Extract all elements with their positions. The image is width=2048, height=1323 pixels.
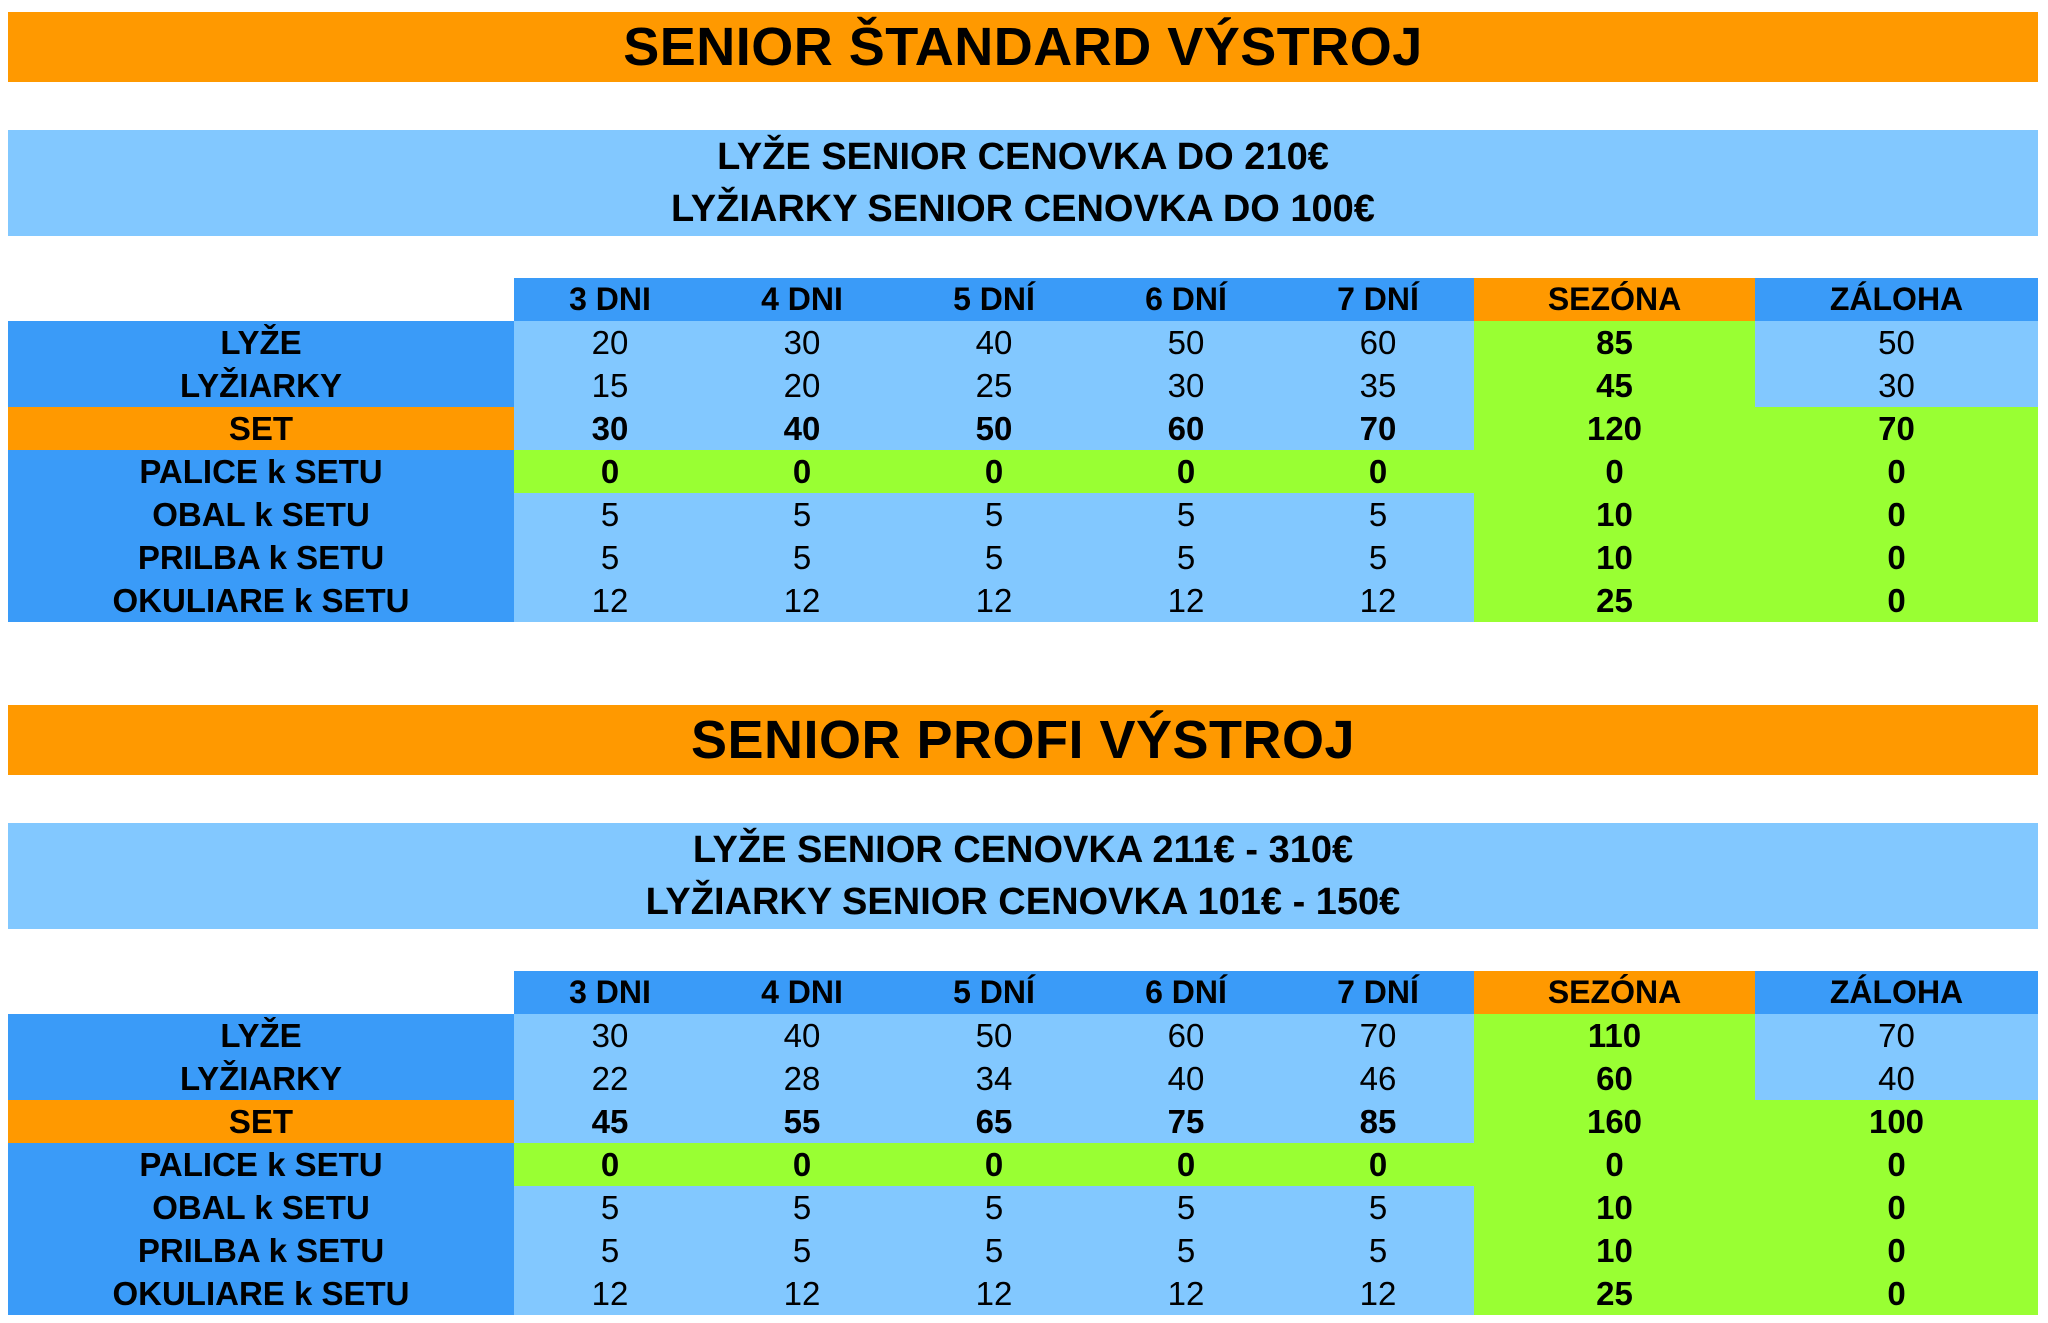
- table-cell: 22: [514, 1057, 706, 1100]
- table-cell-deposit: 0: [1755, 493, 2038, 536]
- table-cell-season: 10: [1474, 1229, 1755, 1272]
- table-cell-deposit: 0: [1755, 1143, 2038, 1186]
- table-cell-deposit: 0: [1755, 1229, 2038, 1272]
- table-cell: 5: [514, 493, 706, 536]
- table-cell-season: 10: [1474, 493, 1755, 536]
- table-row: [8, 579, 2038, 622]
- table-cell: 46: [1282, 1057, 1474, 1100]
- standard-price-table: [8, 278, 2038, 622]
- table-cell-deposit: 0: [1755, 1272, 2038, 1315]
- header-cell: 5 DNÍ: [898, 971, 1090, 1014]
- table-cell: 20: [706, 364, 898, 407]
- profi-title: SENIOR PROFI VÝSTROJ: [8, 705, 2038, 775]
- table-cell: 70: [1282, 407, 1474, 450]
- profi-subtitle-line-1: LYŽE SENIOR CENOVKA 211€ - 310€: [692, 829, 1354, 871]
- table-cell: 35: [1282, 364, 1474, 407]
- header-cell: 3 DNI: [514, 278, 706, 321]
- table-cell: 40: [706, 1014, 898, 1057]
- table-cell: 12: [514, 579, 706, 622]
- table-cell: 50: [1090, 321, 1282, 364]
- table-row: [8, 1186, 2038, 1229]
- table-cell: 40: [898, 321, 1090, 364]
- row-label: OKULIARE k SETU: [8, 1272, 514, 1315]
- profi-header-row: [8, 971, 2038, 1014]
- row-label: LYŽE: [8, 321, 514, 364]
- table-row: [8, 1229, 2038, 1272]
- table-cell-deposit: 70: [1755, 407, 2038, 450]
- row-label: LYŽIARKY: [8, 364, 514, 407]
- table-cell: 5: [706, 536, 898, 579]
- table-cell: 30: [514, 407, 706, 450]
- header-cell: 6 DNÍ: [1090, 971, 1282, 1014]
- table-cell: 40: [1090, 1057, 1282, 1100]
- table-cell: 70: [1282, 1014, 1474, 1057]
- row-label: SET: [8, 1100, 514, 1143]
- table-cell: 5: [1282, 493, 1474, 536]
- row-label: OBAL k SETU: [8, 493, 514, 536]
- header-corner: [8, 278, 514, 321]
- header-cell-deposit: ZÁLOHA: [1755, 278, 2038, 321]
- standard-section: [8, 12, 2038, 622]
- table-cell: 5: [1090, 493, 1282, 536]
- table-cell-deposit: 30: [1755, 364, 2038, 407]
- profi-subtitle-line-2: LYŽIARKY SENIOR CENOVKA 101€ - 150€: [645, 881, 1401, 923]
- header-cell: 5 DNÍ: [898, 278, 1090, 321]
- header-cell-deposit: ZÁLOHA: [1755, 971, 2038, 1014]
- table-cell: 65: [898, 1100, 1090, 1143]
- table-cell: 12: [706, 1272, 898, 1315]
- table-cell: 0: [514, 1143, 706, 1186]
- table-cell-season: 10: [1474, 536, 1755, 579]
- table-cell: 75: [1090, 1100, 1282, 1143]
- table-row: [8, 1272, 2038, 1315]
- table-row: [8, 1143, 2038, 1186]
- table-cell: 0: [514, 450, 706, 493]
- profi-subtitle-box: [8, 823, 2038, 929]
- header-corner: [8, 971, 514, 1014]
- table-cell-season: 45: [1474, 364, 1755, 407]
- table-cell: 12: [1090, 579, 1282, 622]
- table-cell: 0: [898, 1143, 1090, 1186]
- table-row: [8, 1057, 2038, 1100]
- table-cell-deposit: 0: [1755, 450, 2038, 493]
- table-cell-deposit: 0: [1755, 1186, 2038, 1229]
- table-cell: 60: [1090, 1014, 1282, 1057]
- table-cell: 40: [706, 407, 898, 450]
- table-cell: 5: [1090, 1229, 1282, 1272]
- table-cell: 25: [898, 364, 1090, 407]
- table-cell-season: 25: [1474, 579, 1755, 622]
- table-cell: 12: [1282, 1272, 1474, 1315]
- table-cell: 5: [1090, 536, 1282, 579]
- table-cell-deposit: 0: [1755, 536, 2038, 579]
- row-label: OKULIARE k SETU: [8, 579, 514, 622]
- table-cell: 15: [514, 364, 706, 407]
- table-cell: 5: [706, 1229, 898, 1272]
- table-cell: 0: [898, 450, 1090, 493]
- table-row: [8, 1014, 2038, 1057]
- table-cell-season: 120: [1474, 407, 1755, 450]
- row-label: PRILBA k SETU: [8, 1229, 514, 1272]
- table-row: [8, 536, 2038, 579]
- table-cell: 5: [898, 1186, 1090, 1229]
- table-cell: 60: [1282, 321, 1474, 364]
- row-label: OBAL k SETU: [8, 1186, 514, 1229]
- table-cell: 0: [706, 450, 898, 493]
- table-cell-season: 25: [1474, 1272, 1755, 1315]
- standard-header-row: [8, 278, 2038, 321]
- table-cell: 30: [514, 1014, 706, 1057]
- table-cell: 0: [1090, 1143, 1282, 1186]
- standard-subtitle-line-1: LYŽE SENIOR CENOVKA DO 210€: [717, 136, 1329, 178]
- table-cell: 50: [898, 1014, 1090, 1057]
- table-cell: 30: [706, 321, 898, 364]
- header-cell: 7 DNÍ: [1282, 971, 1474, 1014]
- standard-subtitle-box: [8, 130, 2038, 236]
- table-cell: 60: [1090, 407, 1282, 450]
- table-row: [8, 321, 2038, 364]
- header-cell: 3 DNI: [514, 971, 706, 1014]
- row-label: LYŽE: [8, 1014, 514, 1057]
- profi-price-table: [8, 971, 2038, 1315]
- table-row: [8, 364, 2038, 407]
- table-cell-season: 0: [1474, 450, 1755, 493]
- table-cell: 12: [1090, 1272, 1282, 1315]
- table-row: [8, 450, 2038, 493]
- table-cell: 30: [1090, 364, 1282, 407]
- table-cell: 28: [706, 1057, 898, 1100]
- table-cell-season: 110: [1474, 1014, 1755, 1057]
- table-cell: 5: [706, 1186, 898, 1229]
- table-cell: 45: [514, 1100, 706, 1143]
- table-cell: 12: [514, 1272, 706, 1315]
- table-cell: 5: [1090, 1186, 1282, 1229]
- table-cell: 85: [1282, 1100, 1474, 1143]
- table-cell: 5: [898, 493, 1090, 536]
- header-cell: 7 DNÍ: [1282, 278, 1474, 321]
- table-row-set: [8, 1100, 2038, 1143]
- table-cell-deposit: 70: [1755, 1014, 2038, 1057]
- table-cell: 5: [514, 1229, 706, 1272]
- table-cell-season: 85: [1474, 321, 1755, 364]
- profi-section: [8, 705, 2038, 1315]
- table-cell: 5: [514, 1186, 706, 1229]
- table-cell: 5: [514, 536, 706, 579]
- table-cell: 5: [706, 493, 898, 536]
- table-cell: 0: [1282, 1143, 1474, 1186]
- row-label: PALICE k SETU: [8, 1143, 514, 1186]
- table-cell: 20: [514, 321, 706, 364]
- table-cell-season: 10: [1474, 1186, 1755, 1229]
- table-cell: 12: [1282, 579, 1474, 622]
- header-cell: 4 DNI: [706, 278, 898, 321]
- table-cell-deposit: 40: [1755, 1057, 2038, 1100]
- table-cell: 50: [898, 407, 1090, 450]
- table-cell-season: 60: [1474, 1057, 1755, 1100]
- table-cell-deposit: 0: [1755, 579, 2038, 622]
- table-row: [8, 493, 2038, 536]
- row-label: LYŽIARKY: [8, 1057, 514, 1100]
- table-cell: 55: [706, 1100, 898, 1143]
- table-cell: 5: [898, 1229, 1090, 1272]
- table-cell-season: 160: [1474, 1100, 1755, 1143]
- row-label: SET: [8, 407, 514, 450]
- standard-subtitle-line-2: LYŽIARKY SENIOR CENOVKA DO 100€: [671, 188, 1375, 230]
- table-cell: 0: [706, 1143, 898, 1186]
- table-cell: 12: [706, 579, 898, 622]
- table-cell: 12: [898, 579, 1090, 622]
- table-cell: 5: [1282, 1229, 1474, 1272]
- table-row-set: [8, 407, 2038, 450]
- table-cell: 5: [1282, 1186, 1474, 1229]
- table-cell: 5: [898, 536, 1090, 579]
- table-cell: 34: [898, 1057, 1090, 1100]
- standard-title: SENIOR ŠTANDARD VÝSTROJ: [8, 12, 2038, 82]
- row-label: PRILBA k SETU: [8, 536, 514, 579]
- table-cell-deposit: 50: [1755, 321, 2038, 364]
- row-label: PALICE k SETU: [8, 450, 514, 493]
- table-cell-season: 0: [1474, 1143, 1755, 1186]
- header-cell-season: SEZÓNA: [1474, 278, 1755, 321]
- table-cell: 12: [898, 1272, 1090, 1315]
- table-cell: 0: [1090, 450, 1282, 493]
- header-cell: 4 DNI: [706, 971, 898, 1014]
- table-cell-deposit: 100: [1755, 1100, 2038, 1143]
- table-cell: 0: [1282, 450, 1474, 493]
- header-cell: 6 DNÍ: [1090, 278, 1282, 321]
- header-cell-season: SEZÓNA: [1474, 971, 1755, 1014]
- table-cell: 5: [1282, 536, 1474, 579]
